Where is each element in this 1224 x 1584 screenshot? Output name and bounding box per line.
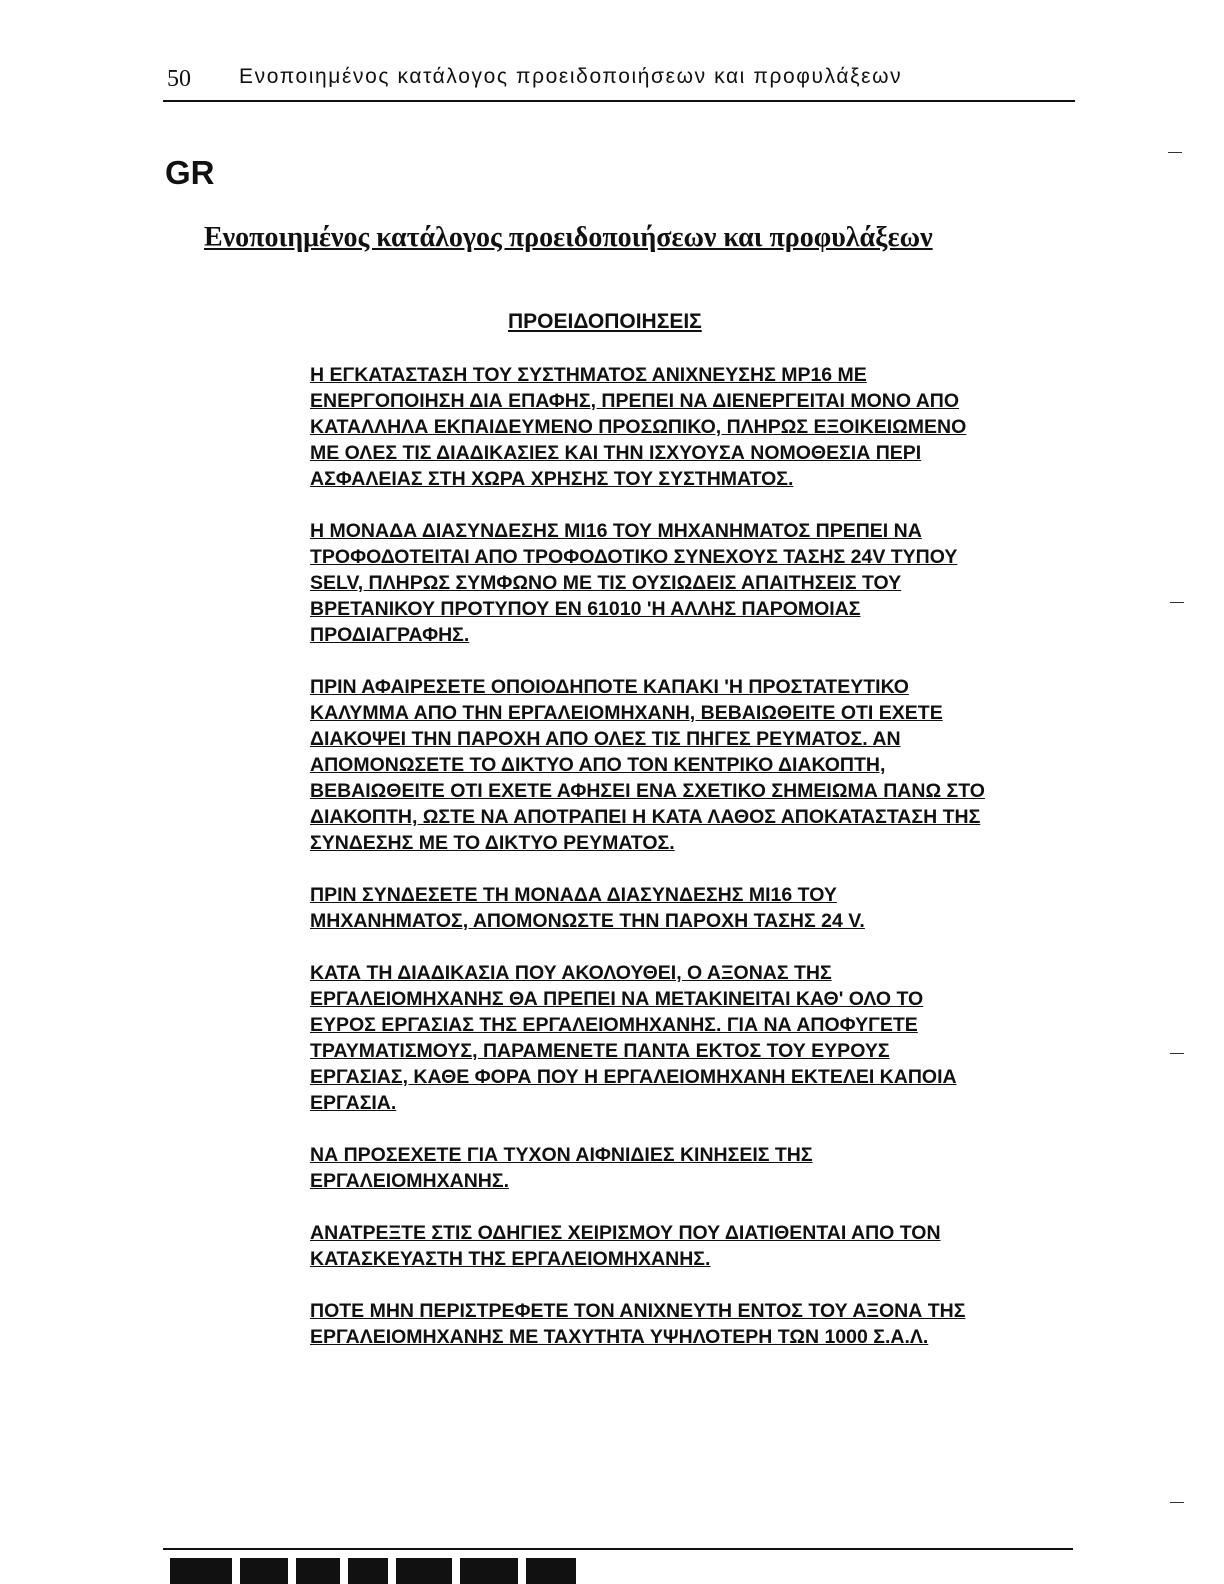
- warning-line: ΠΡΙΝ ΣΥΝΔΕΣΕΤΕ ΤΗ ΜΟΝΑΔΑ ΔΙΑΣΥΝΔΕΣΗΣ ΜΙ16 ΤΟΥ: [310, 884, 837, 906]
- warning-line: ΠΡΙΝ ΑΦΑΙΡΕΣΕΤΕ ΟΠΟΙΟΔΗΠΟΤΕ ΚΑΠΑΚΙ 'Η ΠΡΟΣΤΑΤΕΥΤΙΚΟ: [310, 676, 909, 698]
- warning-line: ΒΡΕΤΑΝΙΚΟΥ ΠΡΟΤΥΠΟΥ ΕΝ 61010 'Η ΑΛΛΗΣ ΠΑΡΟΜΟΙΑΣ: [310, 598, 861, 620]
- warning-line: ΚΑΛΥΜΜΑ ΑΠΟ ΤΗΝ ΕΡΓΑΛΕΙΟΜΗΧΑΝΗ, ΒΕΒΑΙΩΘΕΙΤΕ ΟΤΙ ΕΧΕΤΕ: [310, 702, 943, 724]
- warning-line: ΤΡΑΥΜΑΤΙΣΜΟΥΣ, ΠΑΡΑΜΕΝΕΤΕ ΠΑΝΤΑ ΕΚΤΟΣ ΤΟΥ ΕΥΡΟΥΣ: [310, 1040, 890, 1062]
- warning-line: ΒΕΒΑΙΩΘΕΙΤΕ ΟΤΙ ΕΧΕΤΕ ΑΦΗΣΕΙ ΕΝΑ ΣΧΕΤΙΚΟ ΣΗΜΕΙΩΜΑ ΠΑΝΩ ΣΤΟ: [310, 780, 985, 802]
- warning-line: ΤΡΟΦΟΔΟΤΕΙΤΑΙ ΑΠΟ ΤΡΟΦΟΔΟΤΙΚΟ ΣΥΝΕΧΟΥΣ ΤΑΣΗΣ 24V ΤΥΠΟΥ: [310, 546, 958, 568]
- warning-line: Η ΜΟΝΑΔΑ ΔΙΑΣΥΝΔΕΣΗΣ ΜΙ16 ΤΟΥ ΜΗΧΑΝΗΜΑΤΟΣ ΠΡΕΠΕΙ ΝΑ: [310, 520, 922, 542]
- running-title: Ενοποιημένος κατάλογος προειδοποιήσεων και προφυλάξεων: [239, 65, 903, 88]
- warning-paragraph: [310, 362, 1075, 492]
- warning-line: ΣΥΝΔΕΣΗΣ ΜΕ ΤΟ ΔΙΚΤΥΟ ΡΕΥΜΑΤΟΣ.: [310, 832, 675, 854]
- warning-line: ΜΕ ΟΛΕΣ ΤΙΣ ΔΙΑΔΙΚΑΣΙΕΣ ΚΑΙ ΤΗΝ ΙΣΧΥΟΥΣΑ ΝΟΜΟΘΕΣΙΑ ΠΕΡΙ: [310, 442, 922, 464]
- warning-paragraph: [310, 1142, 1075, 1194]
- warning-line: ΝΑ ΠΡΟΣΕΧΕΤΕ ΓΙΑ ΤΥΧΟΝ ΑΙΦΝΙΔΙΕΣ ΚΙΝΗΣΕΙΣ ΤΗΣ: [310, 1144, 813, 1166]
- warning-line: ΚΑΤΑΛΛΗΛΑ ΕΚΠΑΙΔΕΥΜΕΝΟ ΠΡΟΣΩΠΙΚΟ, ΠΛΗΡΩΣ ΕΞΟΙΚΕΙΩΜΕΝΟ: [310, 416, 967, 438]
- warning-line: ΑΝΑΤΡΕΞΤΕ ΣΤΙΣ ΟΔΗΓΙΕΣ ΧΕΙΡΙΣΜΟΥ ΠΟΥ ΔΙΑΤΙΘΕΝΤΑΙ ΑΠΟ ΤΟΝ: [310, 1222, 941, 1244]
- warning-paragraph: [310, 1298, 1075, 1350]
- warning-line: ΕΡΓΑΣΙΑΣ, ΚΑΘΕ ΦΟΡΑ ΠΟΥ Η ΕΡΓΑΛΕΙΟΜΗΧΑΝΗ ΕΚΤΕΛΕΙ ΚΑΠΟΙΑ: [310, 1066, 957, 1088]
- running-header: [163, 62, 1075, 102]
- warning-line: ΠΡΟΔΙΑΓΡΑΦΗΣ.: [310, 624, 470, 646]
- warning-line: ΚΑΤΑ ΤΗ ΔΙΑΔΙΚΑΣΙΑ ΠΟΥ ΑΚΟΛΟΥΘΕΙ, Ο ΑΞΟΝΑΣ ΤΗΣ: [310, 962, 832, 984]
- scan-margin-mark: [1170, 1502, 1184, 1503]
- warning-paragraph: [310, 960, 1075, 1116]
- page-number: 50: [167, 66, 191, 92]
- warning-line: ΕΡΓΑΛΕΙΟΜΗΧΑΝΗΣ ΜΕ ΤΑΧΥΤΗΤΑ ΥΨΗΛΟΤΕΡΗ ΤΩΝ 1000 Σ.Α.Λ.: [310, 1326, 929, 1348]
- footer-rule: [163, 1548, 1073, 1550]
- document-title: Ενοποιημένος κατάλογος προειδοποιήσεων και προφυλάξεων: [204, 222, 933, 253]
- warning-paragraph: [310, 1220, 1075, 1272]
- warning-line: ΕΡΓΑΣΙΑ.: [310, 1092, 397, 1114]
- warning-line: ΑΠΟΜΟΝΩΣΕΤΕ ΤΟ ΔΙΚΤΥΟ ΑΠΟ ΤΟΝ ΚΕΝΤΡΙΚΟ ΔΙΑΚΟΠΤΗ,: [310, 754, 886, 776]
- warning-line: ΑΣΦΑΛΕΙΑΣ ΣΤΗ ΧΩΡΑ ΧΡΗΣΗΣ ΤΟΥ ΣΥΣΤΗΜΑΤΟΣ.: [310, 468, 794, 490]
- warning-line: ΔΙΑΚΟΨΕΙ ΤΗΝ ΠΑΡΟΧΗ ΑΠΟ ΟΛΕΣ ΤΙΣ ΠΗΓΕΣ ΡΕΥΜΑΤΟΣ. ΑΝ: [310, 728, 901, 750]
- scan-margin-mark: [1170, 602, 1184, 603]
- warning-paragraph: [310, 518, 1075, 648]
- scan-margin-mark: [1170, 1053, 1184, 1054]
- warning-line: SELV, ΠΛΗΡΩΣ ΣΥΜΦΩΝΟ ΜΕ ΤΙΣ ΟΥΣΙΩΔΕΙΣ ΑΠΑΙΤΗΣΕΙΣ ΤΟΥ: [310, 572, 902, 594]
- warning-line: ΕΡΓΑΛΕΙΟΜΗΧΑΝΗΣ.: [310, 1170, 509, 1192]
- warning-line: ΔΙΑΚΟΠΤΗ, ΩΣΤΕ ΝΑ ΑΠΟΤΡΑΠΕΙ Η ΚΑΤΑ ΛΑΘΟΣ ΑΠΟΚΑΤΑΣΤΑΣΗ ΤΗΣ: [310, 806, 981, 828]
- warning-line: Η ΕΓΚΑΤΑΣΤΑΣΗ ΤΟΥ ΣΥΣΤΗΜΑΤΟΣ ΑΝΙΧΝΕΥΣΗΣ MP16 ΜΕ: [310, 364, 867, 386]
- scan-margin-mark: [1168, 152, 1182, 153]
- language-code: GR: [165, 154, 215, 191]
- section-heading: ΠΡΟΕΙΔΟΠΟΙΗΣΕΙΣ: [508, 310, 702, 333]
- warning-line: ΕΝΕΡΓΟΠΟΙΗΣΗ ΔΙΑ ΕΠΑΦΗΣ, ΠΡΕΠΕΙ ΝΑ ΔΙΕΝΕΡΓΕΙΤΑΙ ΜΟΝΟ ΑΠΟ: [310, 390, 960, 412]
- warning-line: ΠΟΤΕ ΜΗΝ ΠΕΡΙΣΤΡΕΦΕΤΕ ΤΟΝ ΑΝΙΧΝΕΥΤΗ ΕΝΤΟΣ ΤΟΥ ΑΞΟΝΑ ΤΗΣ: [310, 1300, 966, 1322]
- warning-line: ΚΑΤΑΣΚΕΥΑΣΤΗ ΤΗΣ ΕΡΓΑΛΕΙΟΜΗΧΑΝΗΣ.: [310, 1248, 711, 1270]
- warning-line: ΕΥΡΟΣ ΕΡΓΑΣΙΑΣ ΤΗΣ ΕΡΓΑΛΕΙΟΜΗΧΑΝΗΣ. ΓΙΑ ΝΑ ΑΠΟΦΥΓΕΤΕ: [310, 1014, 918, 1036]
- warning-paragraph: [310, 674, 1075, 856]
- footer-logo-fragment: [170, 1558, 610, 1584]
- warning-line: ΕΡΓΑΛΕΙΟΜΗΧΑΝΗΣ ΘΑ ΠΡΕΠΕΙ ΝΑ ΜΕΤΑΚΙΝΕΙΤΑΙ ΚΑΘ' ΟΛΟ ΤΟ: [310, 988, 924, 1010]
- warning-paragraph: [310, 882, 1075, 934]
- warning-line: ΜΗΧΑΝΗΜΑΤΟΣ, ΑΠΟΜΟΝΩΣΤΕ ΤΗΝ ΠΑΡΟΧΗ ΤΑΣΗΣ 24 V.: [310, 910, 865, 932]
- warnings-list: [310, 362, 1075, 1350]
